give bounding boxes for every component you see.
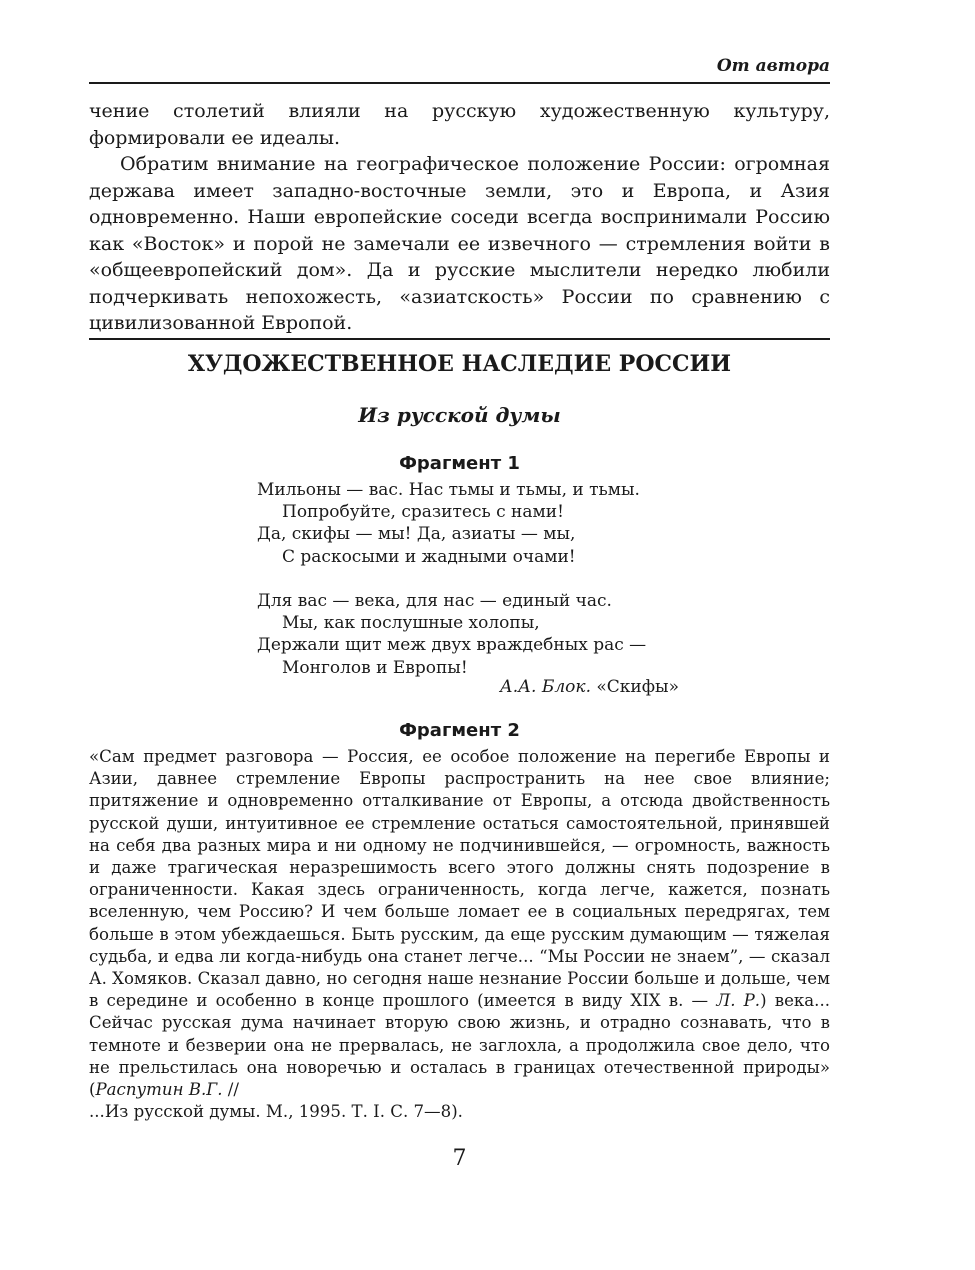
poem-line: Мильоны — вас. Нас тьмы и тьмы, и тьмы.	[257, 480, 640, 500]
poem-line: Держали щит меж двух враждебных рас —	[257, 635, 647, 656]
poem-line: Да, скифы — мы! Да, азиаты — мы,	[257, 524, 576, 545]
fragment-2-title: Фрагмент 2	[399, 720, 520, 741]
poem-line: Монголов и Европы!	[282, 657, 468, 678]
fragment-2-text	[89, 746, 830, 1123]
poem	[257, 479, 777, 679]
fragment-1-title: Фрагмент 1	[399, 453, 520, 474]
poem-attribution	[89, 677, 679, 697]
poem-line: Попробуйте, сразитесь с нами!	[282, 502, 564, 523]
fragment-2-paragraph	[89, 746, 830, 1101]
section-title: ХУДОЖЕСТВЕННОЕ НАСЛЕДИЕ РОССИИ	[187, 351, 732, 377]
page-number: 7	[452, 1146, 467, 1171]
quote-part-1: «Сам предмет разговора — Россия, ее особое положение на перегибе Европы и Азии, давнее стремление Европы распространить на нее свое влияние; притяжение и одновременно отталкивание от Европы, а отсюда двойственность русской души, интуитивное ее стремление остаться самостоятельной, принявшей на себя два разных мира и ни одному не подчинившейся, — огромность, важность и даже трагическая неразрешимость всего этого должны снять подозрение в ограниченности. Какая здесь ограниченность, когда легче, кажется, познать вселенную, чем Россию? И чем больше ломает ее в социальных передрягах, тем больше в этом убеждаешься. Быть русским, да еще русским думающим — тяжелая судьба, и едва ли когда-нибудь она станет легче... “Мы России не знаем”, — сказал А. Хомяков. Сказал давно, но сегодня наше незнание России больше и дольше, чем в середине и особенно в конце прошлого (имеется в виду XIX в. —	[89, 747, 830, 1011]
intro-paragraph-1: чение столетий влияли на русскую художественную культуру, формировали ее идеалы.	[89, 100, 830, 149]
poem-line: Для вас — века, для нас — единый час.	[257, 591, 612, 611]
source-line: ...Из русской думы. М., 1995. Т. I. С. 7—8).	[89, 1102, 463, 1122]
attribution-author: А.А. Блок.	[499, 677, 591, 697]
section-divider	[89, 338, 830, 340]
section-subtitle: Из русской думы	[358, 403, 561, 427]
intro-text	[89, 98, 830, 337]
poem-line: С раскосыми и жадными очами!	[282, 546, 576, 567]
quote-part-2: ) века... Сейчас русская дума начинает вторую свою жизнь, и отрадно сознавать, что в темноте и безверии она не прервалась, не заглохла, а продолжила свое дело, что не прельстилась она новоречью и осталась в границах отечественной природы» (	[89, 991, 830, 1100]
source-author: Распутин В.Г.	[95, 1080, 223, 1100]
running-header-title: От автора	[716, 56, 830, 76]
intro-paragraph-2: Обратим внимание на географическое положение России: огромная держава имеет западно-восточные земли, это и Европа, и Азия одновременно. Наши европейские соседи всегда воспринимали Россию как «Восток» и порой не замечали ее извечного — стремления войти в «общеевропейский дом». Да и русские мыслители нередко любили подчеркивать непохожесть, «азиатскость» России по сравнению с цивилизованной Европой.	[89, 153, 830, 334]
editor-initials: Л. Р.	[716, 991, 761, 1011]
source-separator: //	[222, 1080, 239, 1100]
stanza-gap	[257, 568, 777, 590]
poem-line: Мы, как послушные холопы,	[282, 613, 540, 634]
running-header	[89, 52, 830, 84]
attribution-work: «Скифы»	[596, 677, 679, 697]
